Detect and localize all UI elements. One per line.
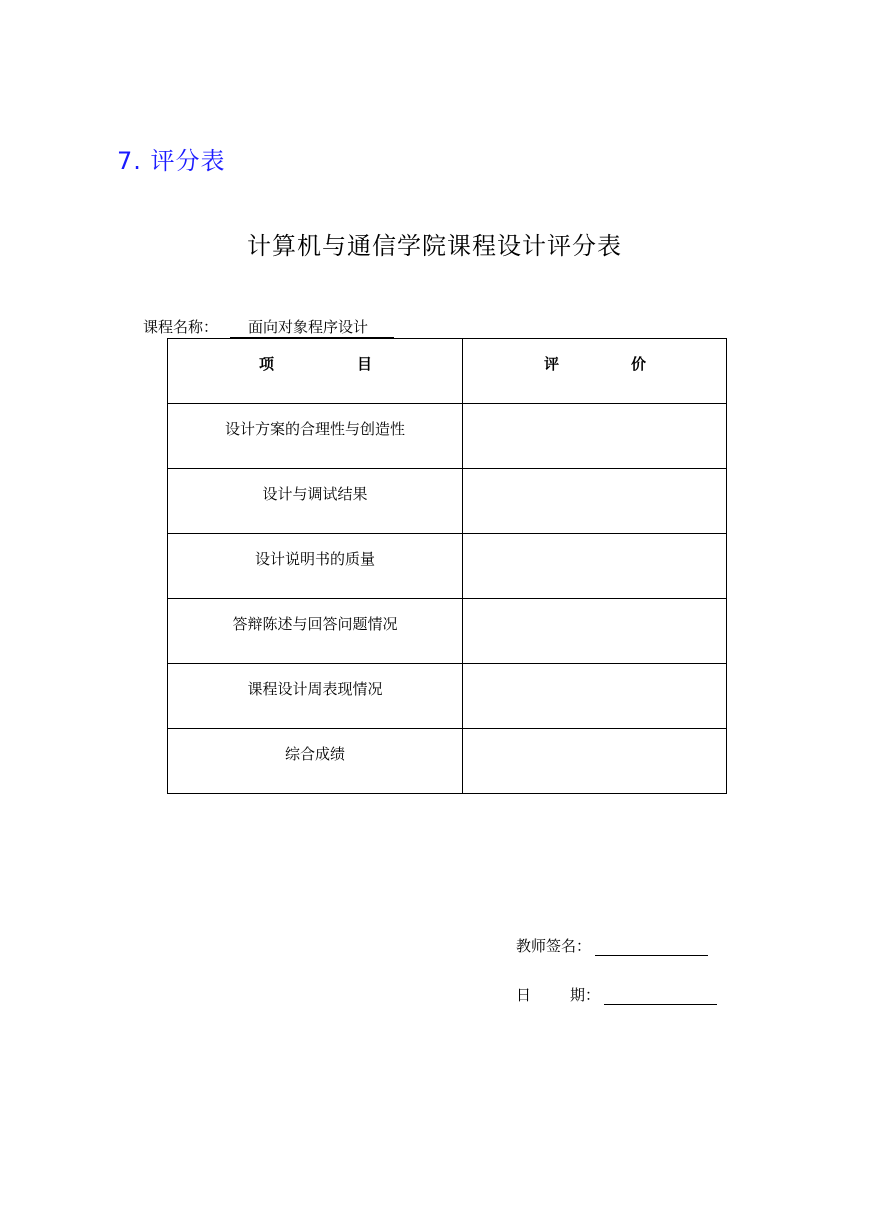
date-label-char-1: 日 <box>516 986 532 1004</box>
table-row <box>168 404 727 469</box>
table-row <box>168 729 727 794</box>
header-evaluation-cell <box>463 339 727 404</box>
date-row <box>516 984 717 1005</box>
date-label <box>516 984 600 1005</box>
table-row <box>168 534 727 599</box>
date-line[interactable] <box>604 985 717 1005</box>
date-label-char-2: 期： <box>569 986 600 1004</box>
evaluation-cell[interactable] <box>463 729 727 794</box>
course-name-value[interactable]: 面向对象程序设计 <box>230 318 394 338</box>
table-row <box>168 469 727 534</box>
item-cell: 综合成绩 <box>168 729 463 794</box>
teacher-signature-line[interactable] <box>595 936 708 956</box>
item-cell: 设计说明书的质量 <box>168 534 463 599</box>
header-eval-char-2: 价 <box>630 355 646 373</box>
evaluation-cell[interactable] <box>463 664 727 729</box>
item-cell: 设计与调试结果 <box>168 469 463 534</box>
item-cell: 课程设计周表现情况 <box>168 664 463 729</box>
table-row <box>168 664 727 729</box>
header-item-char-2: 目 <box>356 355 372 373</box>
evaluation-cell[interactable] <box>463 469 727 534</box>
item-cell: 答辩陈述与回答问题情况 <box>168 599 463 664</box>
course-name-row <box>143 316 394 338</box>
header-item-char-1: 项 <box>259 355 275 373</box>
document-title: 计算机与通信学院课程设计评分表 <box>247 232 622 260</box>
evaluation-cell[interactable] <box>463 404 727 469</box>
item-cell: 设计方案的合理性与创造性 <box>168 404 463 469</box>
teacher-signature-row <box>516 935 708 956</box>
evaluation-table <box>167 338 727 794</box>
evaluation-cell[interactable] <box>463 534 727 599</box>
teacher-signature-label: 教师签名： <box>516 937 592 955</box>
header-item-cell <box>168 339 463 404</box>
section-heading: 7. 评分表 <box>117 147 226 175</box>
header-eval-char-1: 评 <box>544 355 560 373</box>
table-header-row <box>168 339 727 404</box>
evaluation-cell[interactable] <box>463 599 727 664</box>
table-row <box>168 599 727 664</box>
course-name-label: 课程名称： <box>143 318 219 336</box>
